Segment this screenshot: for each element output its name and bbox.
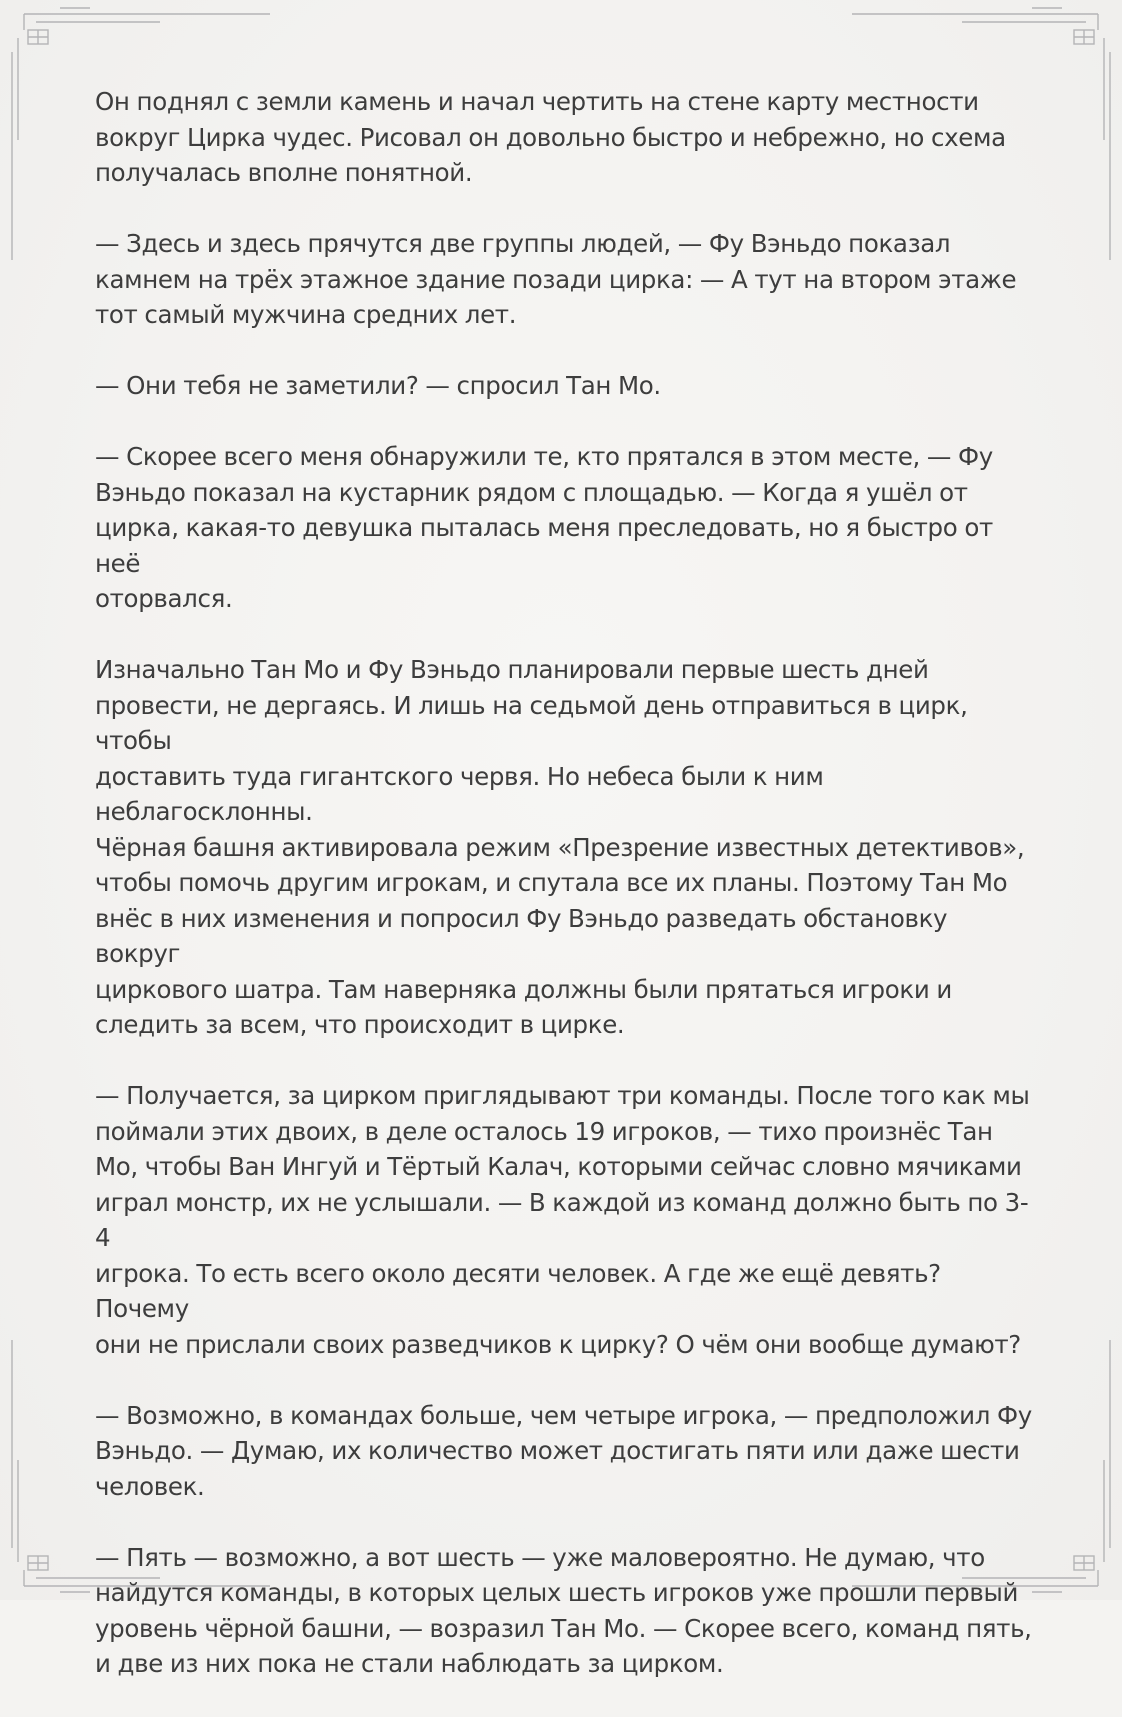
paragraph-7: — Возможно, в командах больше, чем четыре игрока, — предположил Фу Вэньдо. — Думаю, их количество может достигать пяти или даже шести человек.	[95, 1400, 1032, 1501]
paragraph-1: Он поднял с земли камень и начал чертить на стене карту местности вокруг Цирка чудес. Рисовал он довольно быстро и небрежно, но схема получалась вполне понятной.	[95, 87, 1006, 187]
paragraph-6: — Получается, за цирком приглядывают три команды. После того как мы поймали этих двоих, в деле осталось 19 игроков, — тихо произнёс Тан Мо, чтобы Ван Ингуй и Тёртый Калач, которыми сейчас словно мячиками играл монстр, их не услышали. — В каждой из команд должно быть по 3-4 игрока. То есть всего около десяти человек. А где же ещё девять? Почему они не прислали своих разведчиков к цирку? О чём они вообще думают?	[95, 1081, 1030, 1359]
paragraph-3: — Они тебя не заметили? — спросил Тан Мо.	[95, 371, 661, 400]
paragraph-4: — Скорее всего меня обнаружили те, кто прятался в этом месте, — Фу Вэньдо показал на кустарник рядом с площадью. — Когда я ушёл от цирка, какая-то девушка пыталась меня преследовать, но я быстро от неё оторвался.	[95, 442, 993, 613]
paragraph-5: Изначально Тан Мо и Фу Вэньдо планировали первые шесть дней провести, не дергаясь. И лишь на седьмой день отправиться в цирк, чтобы доставить туда гигантского червя. Но небеса были к ним неблагосклонны. Чёрная башня активировала режим «Презрение известных детективов», чтобы помочь другим игрокам, и спутала все их планы. Поэтому Тан Мо внёс в них изменения и попросил Фу Вэньдо разведать обстановку вокруг циркового шатра. Там наверняка должны были прятаться игроки и следить за всем, что происходит в цирке.	[95, 655, 1025, 1039]
text-body	[95, 84, 1035, 1717]
paragraph-8: — Пять — возможно, а вот шесть — уже маловероятно. Не думаю, что найдутся команды, в которых целых шесть игроков уже прошли первый уровень чёрной башни, — возразил Тан Мо. — Скорее всего, команд пять, и две из них пока не стали наблюдать за цирком.	[95, 1542, 1032, 1678]
paragraph-2: — Здесь и здесь прячутся две группы людей, — Фу Вэньдо показал камнем на трёх этажное здание позади цирка: — А тут на втором этаже тот самый мужчина средних лет.	[95, 229, 1017, 329]
